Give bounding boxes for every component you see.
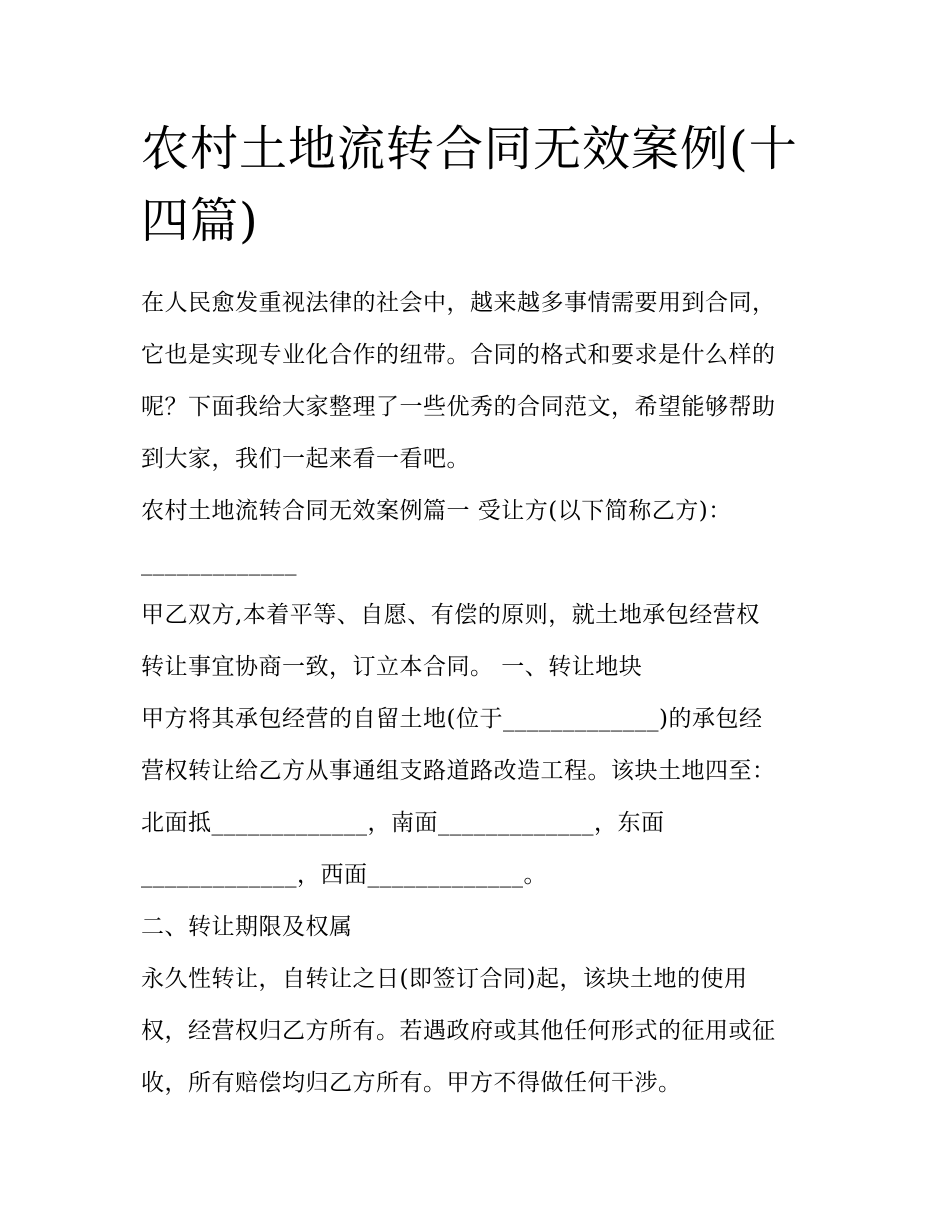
body-line: 权，经营权归乙方所有。若遇政府或其他任何形式的征用或征 (141, 1018, 776, 1044)
title-line-2: 四篇) (141, 193, 259, 249)
body-line: 甲乙双方,本着平等、自愿、有偿的原则，就土地承包经营权 (141, 602, 760, 628)
body-line: 永久性转让，自转让之日(即签订合同)起，该块土地的使用 (141, 966, 748, 992)
body-line: _____________ (141, 550, 297, 576)
body-line: 甲方将其承包经营的自留土地(位于_____________)的承包经 (141, 706, 763, 732)
body-line: 呢？下面我给大家整理了一些优秀的合同范文，希望能够帮助 (141, 394, 776, 420)
body-line: 到大家，我们一起来看一看吧。 (141, 446, 470, 472)
body-line: 转让事宜协商一致，订立本合同。 一、转让地块 (141, 654, 643, 680)
title-line-1: 农村土地流转合同无效案例(十 (141, 121, 798, 177)
body-line: 农村土地流转合同无效案例篇一 受让方(以下简称乙方)： (141, 498, 732, 524)
body-line: 营权转让给乙方从事通组支路道路改造工程。该块土地四至： (141, 758, 776, 784)
body-line: 它也是实现专业化合作的纽带。合同的格式和要求是什么样的 (141, 342, 776, 368)
body-line: 收，所有赔偿均归乙方所有。甲方不得做任何干涉。 (141, 1070, 682, 1096)
document-body (141, 277, 821, 1109)
document-page (141, 0, 821, 1109)
body-line: _____________，西面_____________。 (141, 862, 547, 888)
body-line: 二、转让期限及权属 (141, 914, 353, 940)
body-line: 北面抵_____________，南面_____________，东面 (141, 810, 665, 836)
body-line: 在人民愈发重视法律的社会中，越来越多事情需要用到合同， (141, 290, 776, 316)
document-title (141, 0, 821, 257)
